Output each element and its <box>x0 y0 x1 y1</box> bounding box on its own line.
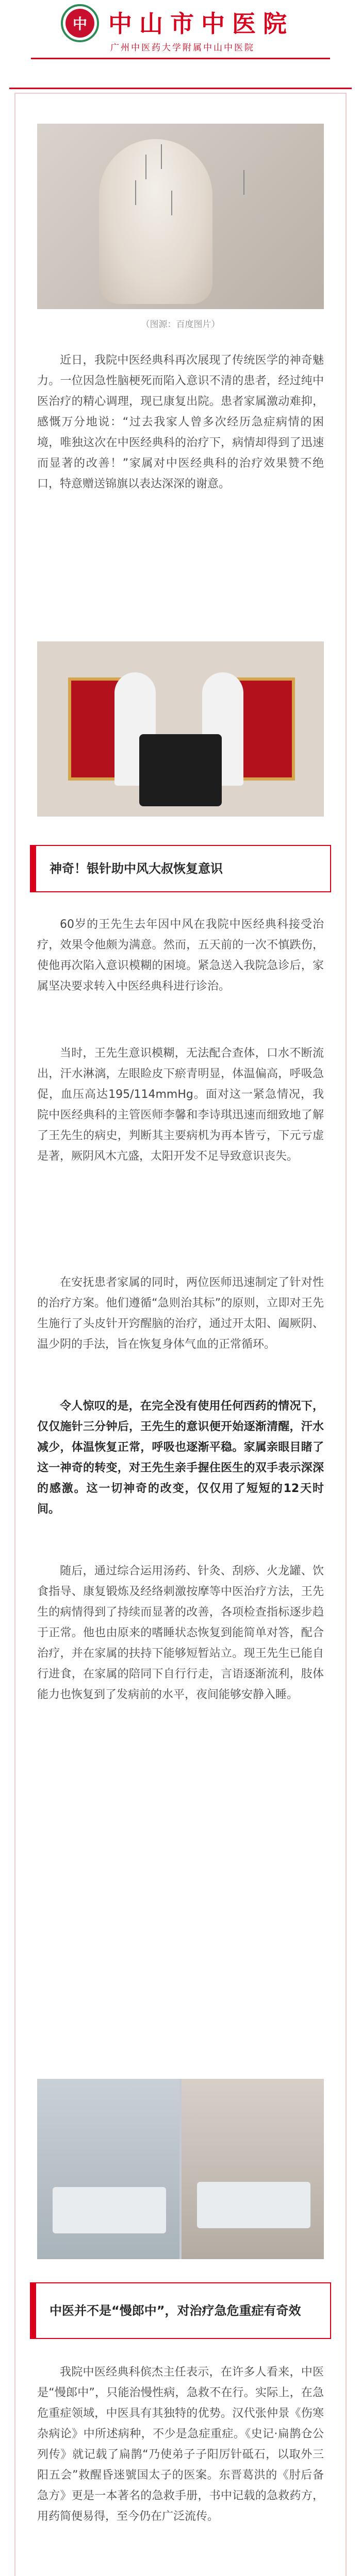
paragraph: 我院中医经典科傧杰主任表示，在许多人看来，中医是“慢郎中”，只能治慢性病，急救不在行。实际上，在急危重症领域，中医具有其独特的优势。汉代张仲景《伤寒杂病论》中所述病种，不少是急症重症。《史记·扁鹊仓公列传》就记载了扁鹊“乃使弟子子阳厉针砥石，以取外三阳五会”救醒昏迷號国太子的医案。东晋葛洪的《肘后备急方》更是一本著名的急救手册，书中记载的急救药方，用药简便易得，至今仍在广泛流传。 <box>37 2366 324 2523</box>
image-caption: （图源：百度图片） <box>141 319 220 330</box>
hospital-logo-icon <box>61 4 99 42</box>
header-divider <box>31 58 330 59</box>
section-title-1 <box>30 845 331 892</box>
logo-char: 中 <box>65 9 94 38</box>
paragraph: 当时，王先生意识模糊，无法配合查体，口水不断流出，汗水淋漓，左眼睑皮下瘀青明显，体温偏高，呼吸急促，血压高达195/114mmHg。面对这一紧急情况，我院中医经典科的主管医师李馨和李诗琪迅速而细致地了解了王先生的病史，判断其主要病机为再本皆亏，下元亏虚是著，厥阴风木亢盛，太阳开发不足导致意识丧失。 <box>37 1047 324 1163</box>
intro-paragraph: 近日，我院中医经典科再次展现了传统医学的神奇魅力。一位因急性脑梗死而陷入意识不清的患者，经过纯中医治疗的精心调理，现已康复出院。患者家属激动难抑，感慨万分地说：“过去我家人曾多次经历急症病情的困境，唯独这次在中医经典科的治疗下，病情却得到了迅速而显著的改善！”家属对中医经典科的治疗效果赞不绝口，特意赠送锦旗以表达深深的谢意。 <box>37 354 324 490</box>
section-title-2 <box>30 2282 331 2339</box>
hospital-subtitle: 广州中医药大学附属中山中医院 <box>110 43 255 53</box>
section-title-2-text: 中医并不是“慢郎中”，对治疗急危重症有奇效 <box>50 2303 301 2318</box>
paragraph: 随后，通过综合运用汤药、针灸、刮痧、火龙罐、饮食指导、康复锻炼及经络刺激按摩等中医治疗方法，王先生的病情得到了持续而显著的改善，各项检查指标逐步趋于正常。他也由原来的嗜睡状态恢复到能简单对答，配合治疗，并在家属的扶持下能够短暂站立。现王先生已能自行进食，在家属的陪同下自行行走，言语逐渐流利，肢体能力也恢复到了发病前的水平，夜间能够安静入睡。 <box>37 1565 324 1701</box>
paragraph: 60岁的王先生去年因中风在我院中医经典科接受治疗，效果令他颇为满意。然而，五天前的一次不慎跌伤，使他再次陷入意识模糊的困境。紧急送入我院急诊后，家属坚决要求转入中医经典科进行诊治。 <box>37 918 324 993</box>
highlight-paragraph: 令人惊叹的是，在完全没有使用任何西药的情况下，仅仅施针三分钟后，王先生的意识便开始逐渐清醒，汗水减少，体温恢复正常，呼吸也逐渐平稳。家属亲眼目睹了这一神奇的转变，对王先生亲手握住医生的双手表示深深的感激。这一切神奇的改变，仅仅用了短短的12天时间。 <box>37 1400 324 1516</box>
paragraph: 在安抚患者家属的同时，两位医师迅速制定了针对性的治疗方案。他们遵循“急则治其标”的原则，立即对王先生施行了头皮针开窍醒脑的治疗，通过开太阳、阖厥阴、温少阴的手法，旨在恢复身体气血的正常循环。 <box>37 1276 324 1351</box>
acupuncture-figure <box>99 139 212 304</box>
ward-photos-image <box>37 2079 324 2259</box>
hospital-name: 中山市中医院 <box>108 10 294 38</box>
acupuncture-model-image <box>37 124 324 309</box>
banner-presentation-image <box>37 641 324 817</box>
section-title-1-text: 神奇！银针助中风大叔恢复意识 <box>50 861 223 876</box>
hospital-header <box>0 0 361 62</box>
